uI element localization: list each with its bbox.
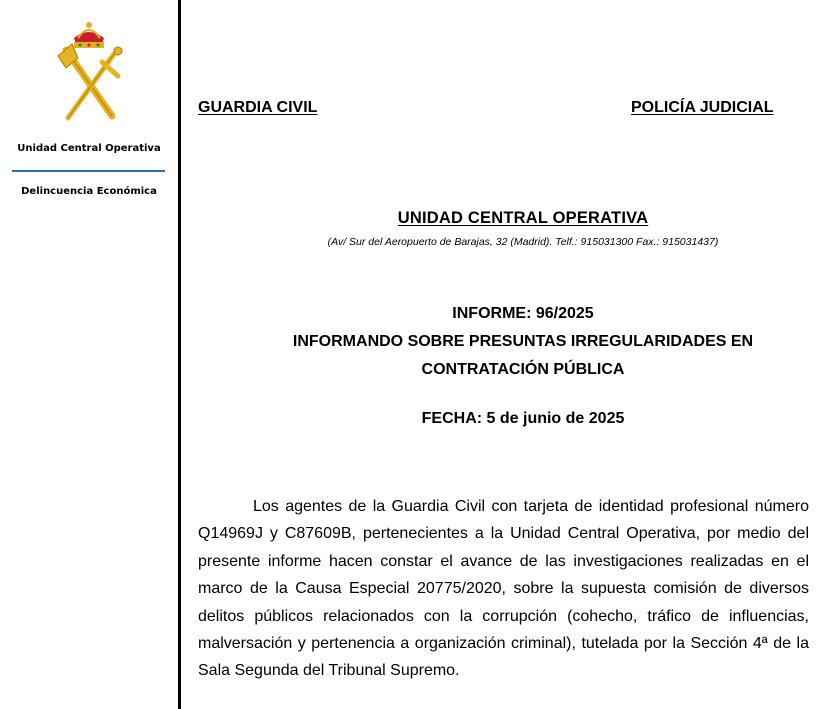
header-guardia-civil: GUARDIA CIVIL <box>198 99 318 116</box>
report-subject-line1: INFORMANDO SOBRE PRESUNTAS IRREGULARIDADES EN <box>292 333 754 350</box>
body-paragraph-text: Los agentes de la Guardia Civil con tarjeta de identidad profesional número Q14969J y C87609B, pertenecientes a la Unidad Central Operativa, por medio del presente informe hacen constar el avance de las investigaciones realizadas en el marco de la Causa Especial 20775/2020, sobre la supuesta comisión de diversos delitos públicos relacionados con la corrupción (cohecho, tráfico de influencias, malversación y pertenencia a organización criminal), tutelada por la Sección 4ª de la Sala Segunda del Tribunal Supremo. <box>198 498 809 680</box>
report-date-label: FECHA: <box>421 410 483 427</box>
sidebar-unit-name: Unidad Central Operativa <box>17 143 161 154</box>
sidebar <box>0 0 178 709</box>
vertical-divider <box>178 0 181 709</box>
unit-title: UNIDAD CENTRAL OPERATIVA <box>397 209 649 227</box>
sidebar-department: Delincuencia Económica <box>21 186 157 197</box>
report-number: INFORME: 96/2025 <box>452 305 594 322</box>
report-subject-line2: CONTRATACIÓN PÚBLICA <box>421 361 625 378</box>
guardia-civil-emblem-icon <box>52 18 126 122</box>
report-date-value: 5 de junio de 2025 <box>486 410 625 427</box>
body-paragraph <box>198 493 809 685</box>
unit-address: (Av/ Sur del Aeropuerto de Barajas, 32 (Madrid). Telf.: 915031300 Fax.: 915031437) <box>327 236 719 248</box>
header-policia-judicial: POLICÍA JUDICIAL <box>631 99 774 116</box>
report-date <box>198 410 838 428</box>
sidebar-divider <box>12 170 165 172</box>
report-heading <box>198 300 838 384</box>
